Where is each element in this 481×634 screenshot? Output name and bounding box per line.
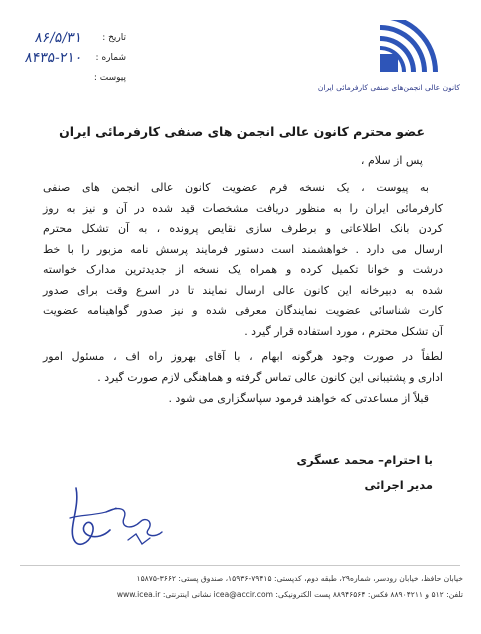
logo-caption: کانون عالی انجمن‌های صنفی کارفرمائی ایران: [317, 83, 460, 92]
paragraph-line: کردن بانک اطلاعاتی و برطرف سازی نقایص پرونده ، به آن تشکل محترم: [43, 222, 443, 235]
paragraph-line: درشت و خوانا تکمیل کرده و همراه یک نسخه از جدیدترین مدارک خواسته: [43, 263, 443, 276]
paragraph-3: [43, 392, 443, 413]
paragraph-line: کارفرمائی ایران را به منظور دریافت مشخصات قید شده در آن و نیز به روز: [43, 201, 443, 215]
date-label: تاریخ :: [102, 33, 126, 43]
paragraph-line: شده به دبیرخانه این کانون عالی ارسال نمایند تا در اسرع وقت برای صدور: [43, 283, 443, 297]
paragraph-1: [43, 181, 443, 345]
footer-contact: تلفن: ۵۱۲ و ۸۸۹۰۴۲۱۱ فکس: ۸۸۹۴۶۵۶۴ پست الکترونیکی: icea@accir.com نشانی اینترنتی: www.icea.ir: [116, 590, 463, 599]
handwritten-signature-icon: [58, 478, 178, 558]
closing-signoff: با احترام– محمد عسگری: [296, 453, 433, 467]
paragraph-line: ارسال می دارد . خواهشمند است دستور فرمایند پرسش نامه مزبور را با خط: [43, 242, 443, 256]
footer-divider: [20, 565, 460, 566]
paragraph-line: قبلاً از مساعدتی که خواهند فرمود سپاسگزاری می شود .: [168, 392, 429, 405]
footer-address: خیابان حافظ، خیابان رودسر، شماره۲۹، طبقه دوم، کدپستی: ۷۹۴۱۵-۱۵۹۳۶، صندوق پستی: ۳۶۶۲-۱۵۸۷۵: [136, 574, 463, 583]
paragraph-line: آن تشکل محترم ، مورد استفاده قرار گیرد .: [244, 324, 443, 338]
letter-title: عضو محترم کانون عالی انجمن های صنفی کارفرمائی ایران: [59, 124, 425, 139]
number-row: [6, 48, 126, 68]
attachment-label: پیوست :: [93, 73, 126, 83]
letter-greeting: پس از سلام ،: [360, 154, 423, 167]
date-row: [6, 28, 126, 48]
attachment-row: [6, 68, 126, 88]
paragraph-line: به پیوست ، یک نسخه فرم عضویت کانون عالی انجمن های صنفی: [43, 181, 429, 194]
letter-meta: [6, 28, 126, 88]
signer-role: مدیر اجرائی: [364, 478, 433, 492]
paragraph-2: [43, 350, 443, 391]
number-value: ۸۴۳۵-۲۱۰: [23, 50, 84, 66]
paragraph-line: کارت شناسائی عضویت نمایندگان معرفی شده و نیز صدور گواهینامه عضویت: [43, 304, 443, 317]
paragraph-line: اداری و پشتیبانی این کانون عالی تماس گرفته و هماهنگی لازم صورت گیرد .: [97, 370, 443, 384]
date-value: ۸۶/۵/۳۱: [33, 30, 84, 46]
number-label: شماره :: [95, 53, 126, 63]
paragraph-line: لطفاً در صورت وجود هرگونه ابهام ، با آقای بهروز راه اف ، مسئول امور: [43, 350, 443, 363]
organization-logo-icon: [372, 20, 456, 82]
